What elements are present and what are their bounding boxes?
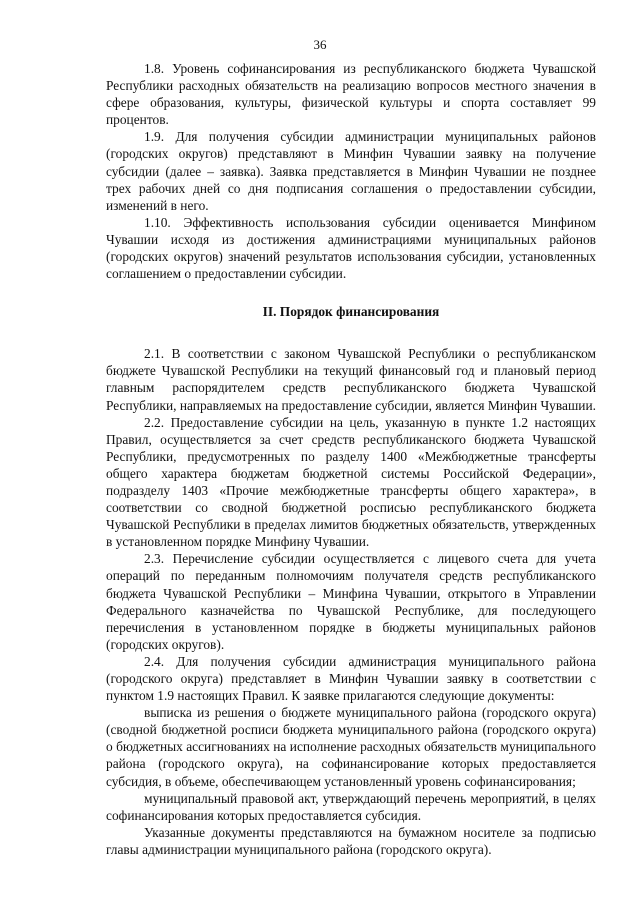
paragraph-2-3: 2.3. Перечисление субсидии осуществляется с лицевого счета для учета операций по переданным полномочиям получателя средств республиканского бюджета Чувашской Республики – Минфина Чувашии, открытого в Управлении Федерального казначейства по Чувашской Республике, для последующего перечисления в установленном порядке в бюджеты муниципальных районов (городских округов).	[106, 551, 596, 652]
paragraph-1-9: 1.9. Для получения субсидии администрации муниципальных районов (городских округов) представляют в Минфин Чувашии заявку на получение субсидии (далее – заявка). Заявка представляется в Минфин Чувашии не позднее трех рабочих дней со дня подписания соглашения о предоставлении субсидии, изменений в него.	[106, 129, 596, 213]
section-heading: II. Порядок финансирования	[262, 304, 440, 320]
paragraph-2-2: 2.2. Предоставление субсидии на цель, указанную в пункте 1.2 настоящих Правил, осуществляется за счет средств республиканского бюджета Чувашской Республики, предусмотренных по разделу 1400 «Межбюджетные трансферты общего характера бюджетам бюджетной системы Российской Федерации», подразделу 1403 «Прочие межбюджетные трансферты общего характера», в соответствии со сводной бюджетной росписью республиканского бюджета Чувашской Республики в пределах лимитов бюджетных обязательств, утвержденных в установленном порядке Минфину Чувашии.	[106, 414, 596, 550]
paragraph-1-10: 1.10. Эффективность использования субсидии оценивается Минфином Чувашии исходя из достижения администрациями муниципальных районов (городских округов) значений результатов использования субсидии, установленных соглашением о предоставлении субсидии.	[106, 214, 596, 282]
paragraph-2-1: 2.1. В соответствии с законом Чувашской Республики о республиканском бюджете Чувашской Республики на текущий финансовый год и плановый период главным распорядителем средств республиканского бюджета Чувашской Республики, направляемых на предоставление субсидии, является Минфин Чувашии.	[106, 346, 596, 413]
document-body	[106, 60, 596, 858]
paragraph-2-4: 2.4. Для получения субсидии администрация муниципального района (городского округа) представляет в Минфин Чувашии заявку в соответствии с пунктом 1.9 настоящих Правил. К заявке прилагаются следующие документы:	[106, 653, 596, 704]
paragraph-1-8: 1.8. Уровень софинансирования из республиканского бюджета Чувашской Республики расходных обязательств на реализацию вопросов местного значения в сфере образования, культуры, физической культуры и спорта составляет 99 процентов.	[106, 61, 596, 128]
page-number: 36	[313, 37, 327, 52]
paragraph-documents-submission: Указанные документы представляются на бумажном носителе за подписью главы администрации муниципального района (городского округа).	[106, 824, 596, 857]
list-item-municipal-act: муниципальный правовой акт, утверждающий перечень мероприятий, в целях софинансирования которых предоставляется субсидия.	[106, 790, 596, 823]
list-item-budget-extract: выписка из решения о бюджете муниципального района (городского округа) (сводной бюджетной росписи бюджета муниципального района (городского округа) о бюджетных ассигнованиях на исполнение расходных обязательств муниципального района (городского округа), на софинансирование которых предоставляется субсидия, в объеме, обеспечивающем установленный уровень софинансирования;	[106, 705, 596, 789]
